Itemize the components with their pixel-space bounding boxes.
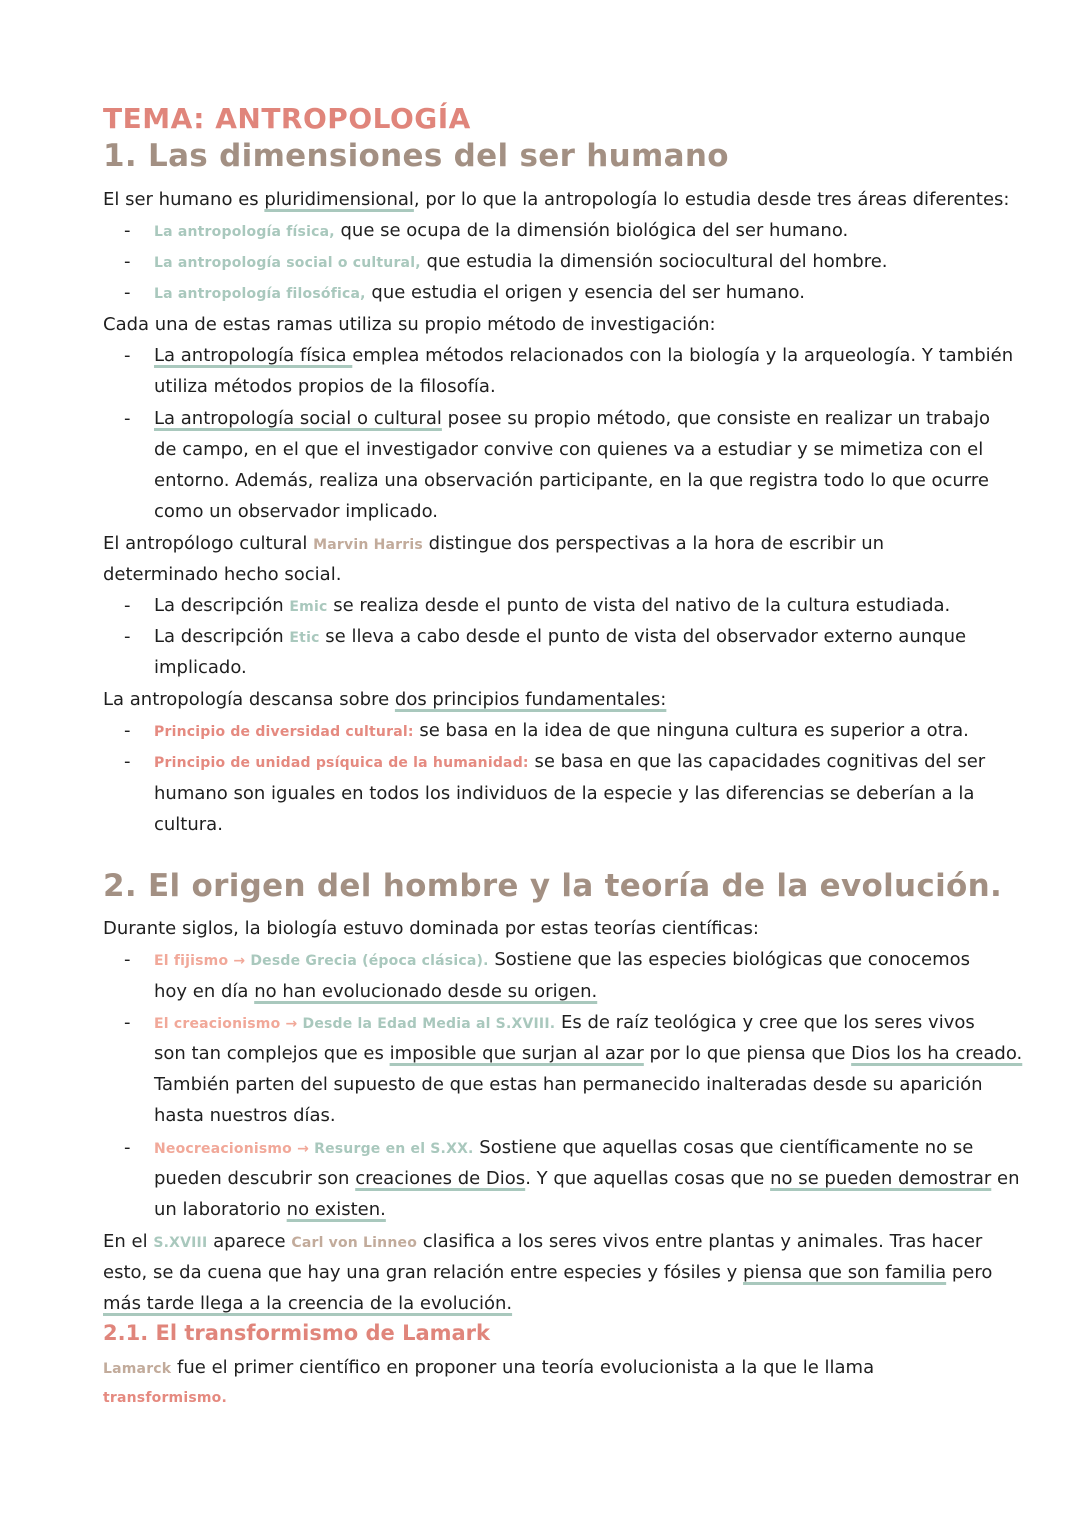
list-dash: -: [124, 751, 131, 772]
keyword: S.XVIII: [153, 1235, 208, 1251]
text-run: El antropólogo cultural: [103, 533, 314, 554]
text-run: Es de raíz teológica y cree que los seres vivos: [555, 1012, 975, 1033]
text-run: esto, se da cuena que hay una gran relación entre especies y fósiles y: [103, 1262, 744, 1283]
text-run: La descripción: [154, 595, 290, 616]
underlined-term: creaciones de Dios: [355, 1168, 526, 1189]
underlined-term: pluridimensional: [264, 189, 414, 210]
section-1-title: 1. Las dimensiones del ser humano: [103, 138, 729, 174]
text-run: pero: [946, 1262, 993, 1283]
section-2-1-title: 2.1. El transformismo de Lamark: [103, 1321, 490, 1345]
text-run: que se ocupa de la dimensión biológica del ser humano.: [334, 220, 849, 241]
text-run: que estudia la dimensión sociocultural del hombre.: [420, 251, 888, 272]
underlined-term: dos principios fundamentales:: [394, 689, 667, 710]
keyword: La antropología social o cultural,: [154, 255, 421, 271]
underlined-term: no existen.: [286, 1199, 386, 1220]
keyword: Neocreacionismo: [154, 1141, 292, 1157]
text-run: . Y que aquellas cosas que: [525, 1168, 771, 1189]
text-run: clasifica a los seres vivos entre plantas y animales. Tras hacer: [417, 1231, 983, 1252]
underlined-term: no han evolucionado desde su origen.: [254, 981, 598, 1002]
text-run: se basa en que las capacidades cognitivas del ser: [528, 751, 986, 772]
text-run: Sostiene que las especies biológicas que conocemos: [488, 949, 971, 970]
text-run: hasta nuestros días.: [154, 1105, 336, 1126]
arrow-icon: →: [292, 1141, 315, 1157]
underlined-term: imposible que surjan al azar: [389, 1043, 644, 1064]
list-dash: -: [124, 595, 131, 616]
text-run: se lleva a cabo desde el punto de vista del observador externo aunque: [319, 626, 967, 647]
list-dash: -: [124, 1012, 131, 1033]
list-dash: -: [124, 282, 131, 303]
linneo-paragraph-continuation: [103, 1288, 512, 1319]
list-dash: -: [124, 220, 131, 241]
list-dash: -: [124, 345, 131, 366]
section-1-intro: [103, 184, 1009, 215]
list-dash: -: [124, 408, 131, 429]
text-run: por lo que piensa que: [643, 1043, 852, 1064]
text-run: como un observador implicado.: [154, 501, 438, 522]
harris-paragraph: [103, 528, 884, 561]
text-run: emplea métodos relacionados con la biología y la arqueología. Y también: [352, 345, 1014, 366]
text-run: implicado.: [154, 657, 247, 678]
keyword: La antropología filosófica,: [154, 286, 366, 302]
text-run: pueden descubrir son: [154, 1168, 356, 1189]
list-dash: -: [124, 720, 131, 741]
arrow-icon: →: [280, 1016, 303, 1032]
keyword: La antropología física,: [154, 224, 335, 240]
keyword: El creacionismo: [154, 1016, 281, 1032]
keyword: transformismo.: [103, 1390, 228, 1406]
list-dash: -: [124, 251, 131, 272]
text-run: , por lo que la antropología lo estudia desde tres áreas diferentes:: [413, 189, 1010, 210]
list-dash: -: [124, 626, 131, 647]
keyword: El fijismo: [154, 953, 229, 969]
text-run: fue el primer científico en proponer una teoría evolucionista a la que le llama: [171, 1357, 875, 1378]
principles-intro: [103, 684, 666, 715]
linneo-paragraph: [103, 1226, 982, 1259]
text-run: aparece: [207, 1231, 292, 1252]
arrow-icon: →: [228, 953, 251, 969]
keyword: Principio de diversidad cultural:: [154, 724, 414, 740]
text-run: La descripción: [154, 626, 290, 647]
text-run: El ser humano es: [103, 189, 265, 210]
text-run: distingue dos perspectivas a la hora de escribir un: [422, 533, 885, 554]
text-run: son tan complejos que es: [154, 1043, 390, 1064]
text-run: También parten del supuesto de que estas han permanecido inalteradas desde su aparición: [154, 1074, 983, 1095]
list-dash: -: [124, 949, 131, 970]
section-2-intro: Durante siglos, la biología estuvo dominada por estas teorías científicas:: [103, 918, 759, 939]
keyword: Etic: [289, 630, 320, 646]
underlined-term: no se pueden demostrar: [770, 1168, 992, 1189]
text-run: un laboratorio: [154, 1199, 287, 1220]
keyword: Carl von Linneo: [291, 1235, 418, 1251]
document-title: TEMA: ANTROPOLOGÍA: [103, 102, 471, 135]
text-run: se basa en la idea de que ninguna cultura es superior a otra.: [413, 720, 969, 741]
text-run: posee su propio método, que consiste en realizar un trabajo: [441, 408, 990, 429]
text-run: utiliza métodos propios de la filosofía.: [154, 376, 496, 397]
methods-intro: Cada una de estas ramas utiliza su propio método de investigación:: [103, 314, 716, 335]
text-run: humano son iguales en todos los individuos de la especie y las diferencias se deberían a la: [154, 783, 975, 804]
underlined-term: La antropología física: [154, 345, 353, 366]
section-2-title: 2. El origen del hombre y la teoría de la evolución.: [103, 868, 1003, 904]
keyword: Emic: [289, 599, 328, 615]
underlined-term: Dios los ha creado.: [851, 1043, 1023, 1064]
lamarck-paragraph-continuation: [103, 1381, 227, 1414]
underlined-term: piensa que son familia: [743, 1262, 947, 1283]
text-run: En el: [103, 1231, 154, 1252]
underlined-term: La antropología social o cultural: [154, 408, 442, 429]
keyword: Desde Grecia (época clásica).: [250, 953, 489, 969]
harris-paragraph-continuation: determinado hecho social.: [103, 564, 342, 585]
text-run: Sostiene que aquellas cosas que científicamente no se: [473, 1137, 974, 1158]
keyword: Marvin Harris: [313, 537, 423, 553]
text-run: se realiza desde el punto de vista del nativo de la cultura estudiada.: [327, 595, 951, 616]
text-run: entorno. Además, realiza una observación participante, en la que registra todo lo que ocurre: [154, 470, 989, 491]
text-run: que estudia el origen y esencia del ser humano.: [365, 282, 805, 303]
text-run: La antropología descansa sobre: [103, 689, 395, 710]
keyword: Lamarck: [103, 1361, 172, 1377]
linneo-paragraph-continuation: [103, 1257, 992, 1288]
list-dash: -: [124, 1137, 131, 1158]
keyword: Desde la Edad Media al S.XVIII.: [302, 1016, 556, 1032]
text-run: en: [991, 1168, 1020, 1189]
underlined-term: más tarde llega a la creencia de la evolución.: [103, 1293, 513, 1314]
text-run: hoy en día: [154, 981, 255, 1002]
text-run: cultura.: [154, 814, 223, 835]
keyword: Principio de unidad psíquica de la humanidad:: [154, 755, 529, 771]
keyword: Resurge en el S.XX.: [314, 1141, 474, 1157]
text-run: de campo, en el que el investigador convive con quienes va a estudiar y se mimetiza con el: [154, 439, 984, 460]
